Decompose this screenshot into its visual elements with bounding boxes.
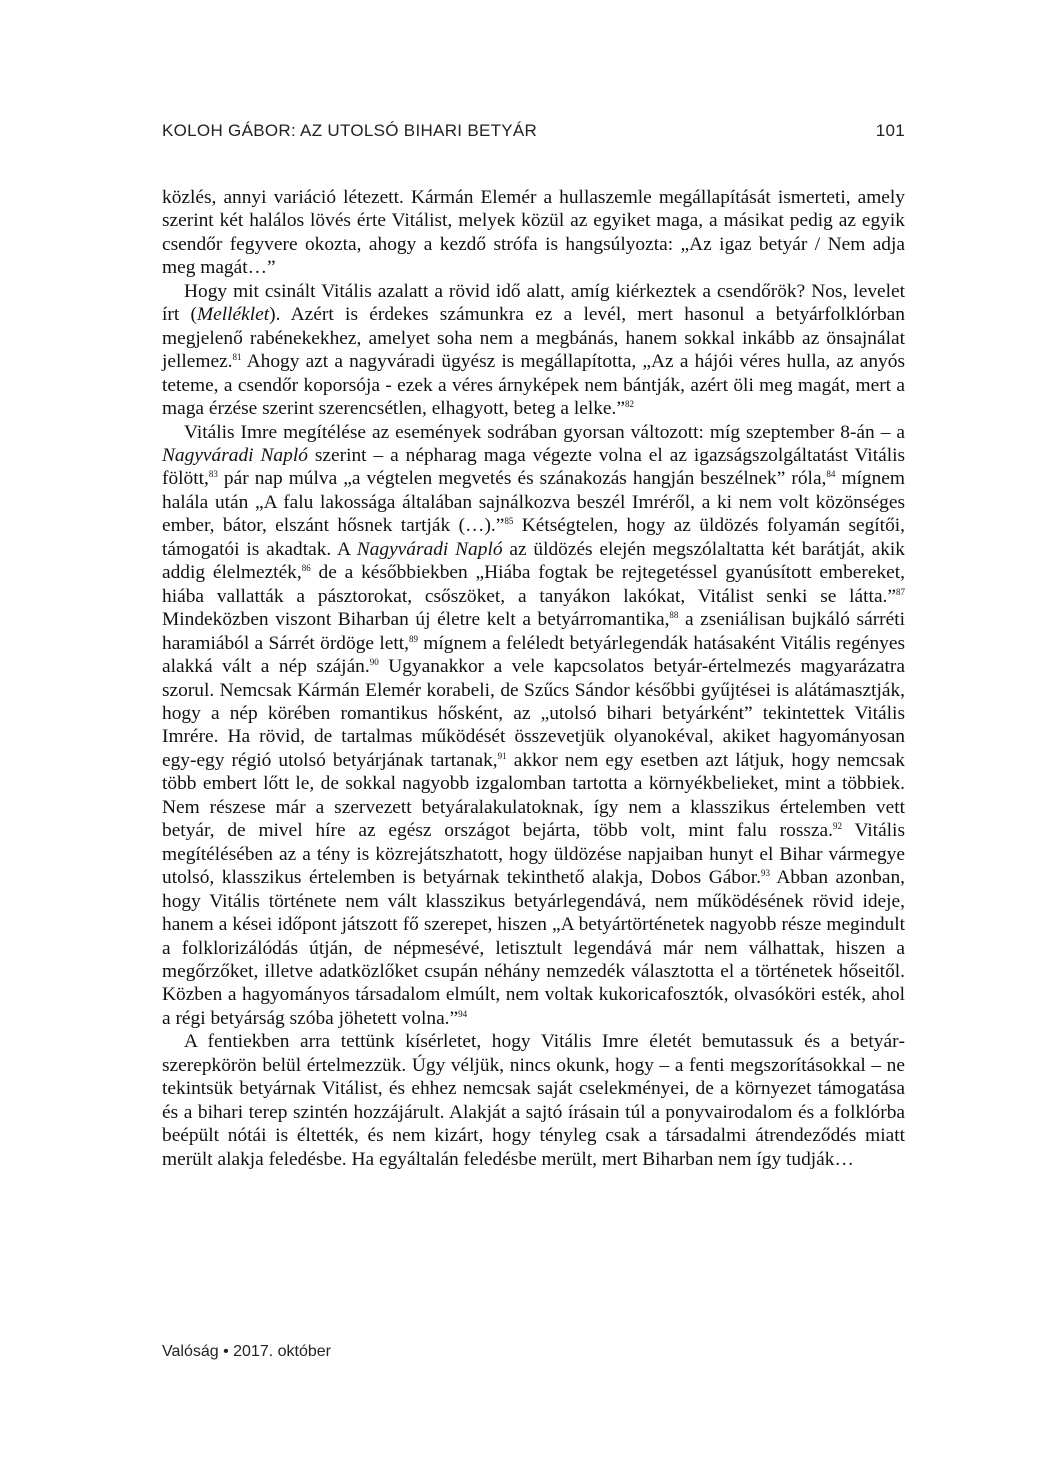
footnote-ref: 82 bbox=[624, 399, 634, 410]
footnote-ref: 93 bbox=[760, 868, 770, 879]
footnote-ref: 85 bbox=[504, 516, 514, 527]
footnote-ref: 90 bbox=[369, 657, 379, 668]
italic-text: Nagyváradi Napló bbox=[162, 444, 308, 466]
article-body bbox=[162, 186, 905, 1171]
text-run: Ugyanakkor a vele kapcsolatos betyár-értelmezés magyarázatra szorul. Nemcsak Kármán Elemér korabeli, de Szűcs Sándor későbbi gyűjtései is alátámasztják, hogy a nép körében romantikus hősként, az „utolsó bihari betyárként” tekintettek Vitális Imrére. Ha rövid, de tartalmas működését összevetjük olyanokéval, akiket hagyományosan egy-egy régió utolsó betyárjának tartanak, bbox=[162, 656, 905, 771]
footer-journal-issue: Valóság • 2017. október bbox=[162, 1343, 331, 1360]
footnote-ref: 92 bbox=[832, 821, 842, 832]
footnote-ref: 94 bbox=[458, 1008, 468, 1019]
text-run: akkor nem egy esetben azt látjuk, hogy nemcsak több embert lőtt le, de sokkal nagyobb izgalomban tartotta a környékbelieket, mint a többiek. Nem részese már a szervezett betyáralakulatoknak, így nem a klasszikus értelemben vett betyár, de mivel híre az egész országot bejárta, több volt, mint falu rossza. bbox=[162, 749, 905, 842]
footnote-ref: 91 bbox=[497, 750, 507, 761]
text-run: Vitális Imre megítélése az események sodrában gyorsan változott: míg szeptember 8-án – a bbox=[184, 421, 905, 443]
text-run: a zseniálisan bujkáló sárréti haramiából a Sárrét ördöge lett, bbox=[162, 609, 905, 654]
italic-text: Melléklet bbox=[197, 304, 270, 326]
footnote-ref: 87 bbox=[896, 586, 905, 597]
footnote-ref: 86 bbox=[301, 563, 311, 574]
footnote-ref: 84 bbox=[826, 469, 836, 480]
paragraph bbox=[162, 186, 905, 280]
text-run: A fentiekben arra tettünk kísérletet, hogy Vitális Imre életét bemutassuk és a betyárszerepkörön belül értelmezzük. Úgy véljük, nincs okunk, hogy – a fenti megszorításokkal – ne tekintsük betyárnak Vitálist, és ehhez nemcsak saját cselekményei, de a környezet támogatása és a bihari terep szintén hozzájárult. Alakját a sajtó írásain túl a ponyvairodalom és a folklórba beépült nótái is éltették, és nem kizárt, hogy tényleg csak a társadalmi átrendeződés miatt merült alakja feledésbe. Ha egyáltalán feledésbe merült, mert Biharban nem így tudják… bbox=[162, 1031, 905, 1170]
page-number: 101 bbox=[875, 121, 905, 140]
text-run: közlés, annyi variáció létezett. Kármán Elemér a hullaszemle megállapítását ismerteti, amely szerint két halálos lövés érte Vitálist, melyek közül az egyiket maga, a másikat pedig az egyik csendőr fegyvere okozta, ahogy a kezdő strófa is hangsúlyozta: „Az igaz betyár / Nem adja meg magát…” bbox=[162, 187, 905, 279]
footnote-ref: 88 bbox=[669, 610, 679, 621]
footnote-ref: 89 bbox=[408, 633, 418, 644]
text-run: mígnem a feléledt betyárlegendák hatásaként Vitális regényes alakká vált a nép száján. bbox=[162, 632, 905, 678]
footnote-ref: 83 bbox=[208, 469, 218, 480]
paragraph bbox=[162, 1030, 905, 1171]
text-run: szerint – a népharag maga végezte volna el az igazságszolgáltatást Vitális fölött, bbox=[162, 444, 906, 490]
italic-text: Nagyváradi Napló bbox=[356, 538, 503, 560]
text-run: ). Azért is érdekes számunkra ez a levél, mert hasonul a betyárfolklórban megjelenő rabénekekhez, amelyet soha nem a megbánás, hanem sokkal inkább az önsajnálat jellemez. bbox=[162, 304, 905, 373]
text-run: mígnem halála után „A falu lakossága általában sajnálkozva beszél Imréről, a ki nem volt közönséges ember, bátor, elszánt hősnek tartják (…).” bbox=[162, 468, 905, 537]
paragraph bbox=[162, 421, 905, 1031]
text-run: az üldözés elején megszólaltatta két barátját, akik addig élelmezték, bbox=[162, 538, 906, 584]
text-run: Vitális megítélésében az a tény is közrejátszhatott, hogy üldözése napjaiban hunyt el Bihar vármegye utolsó, klasszikus értelemben is betyárnak tekinthető alakja, Dobos Gábor. bbox=[162, 820, 905, 889]
footnote-ref: 81 bbox=[232, 352, 242, 363]
running-title: KOLOH GÁBOR: AZ UTOLSÓ BIHARI BETYÁR bbox=[162, 121, 538, 140]
text-run: Ahogy azt a nagyváradi ügyész is megállapította, „Az a hájói véres hulla, az anyós teteme, a csendőr koporsója - ezek a véres árnyképek nem bántják, azért öli meg magát, mert a maga érzése szerint szerencsétlen, elhagyott, beteg a lelke.” bbox=[162, 351, 905, 420]
text-run: pár nap múlva „a végtelen megvetés és szánakozás hangján beszélnek” róla, bbox=[217, 468, 827, 490]
paragraph bbox=[162, 280, 905, 421]
text-run: de a későbbiekben „Hiába fogtak be rejtegetéssel gyanúsított embereket, hiába vallatták a pásztorokat, csőszöket, a tanyákon lakókat, Vitálist senki se látta.” bbox=[162, 562, 906, 607]
text-run: Mindeközben viszont Biharban új életre kelt a betyárromantika, bbox=[162, 609, 670, 631]
text-run: Kétségtelen, hogy az üldözés folyamán segítői, támogatói is akadtak. A bbox=[162, 515, 906, 560]
text-run: Abban azonban, hogy Vitális története nem vált klasszikus betyárlegendává, nem működésének rövid ideje, hanem a kései időpont játszott fő szerepet, hiszen „A betyártörténetek nagyobb része megindult a folklorizálódás útján, de népmesévé, letisztult legendává már nem válhattak, hiszen a megőrzőket, illetve adatközlőket csupán néhány nemzedék választotta el a történetek hőseitől. Közben a hagyományos társadalom elmúlt, nem voltak kukoricafosztók, olvasóköri esték, ahol a régi betyárság szóba jöhetett volna.” bbox=[162, 867, 905, 1029]
text-run: Hogy mit csinált Vitális azalatt a rövid idő alatt, amíg kiérkeztek a csendőrök? Nos, levelet írt ( bbox=[162, 280, 905, 326]
